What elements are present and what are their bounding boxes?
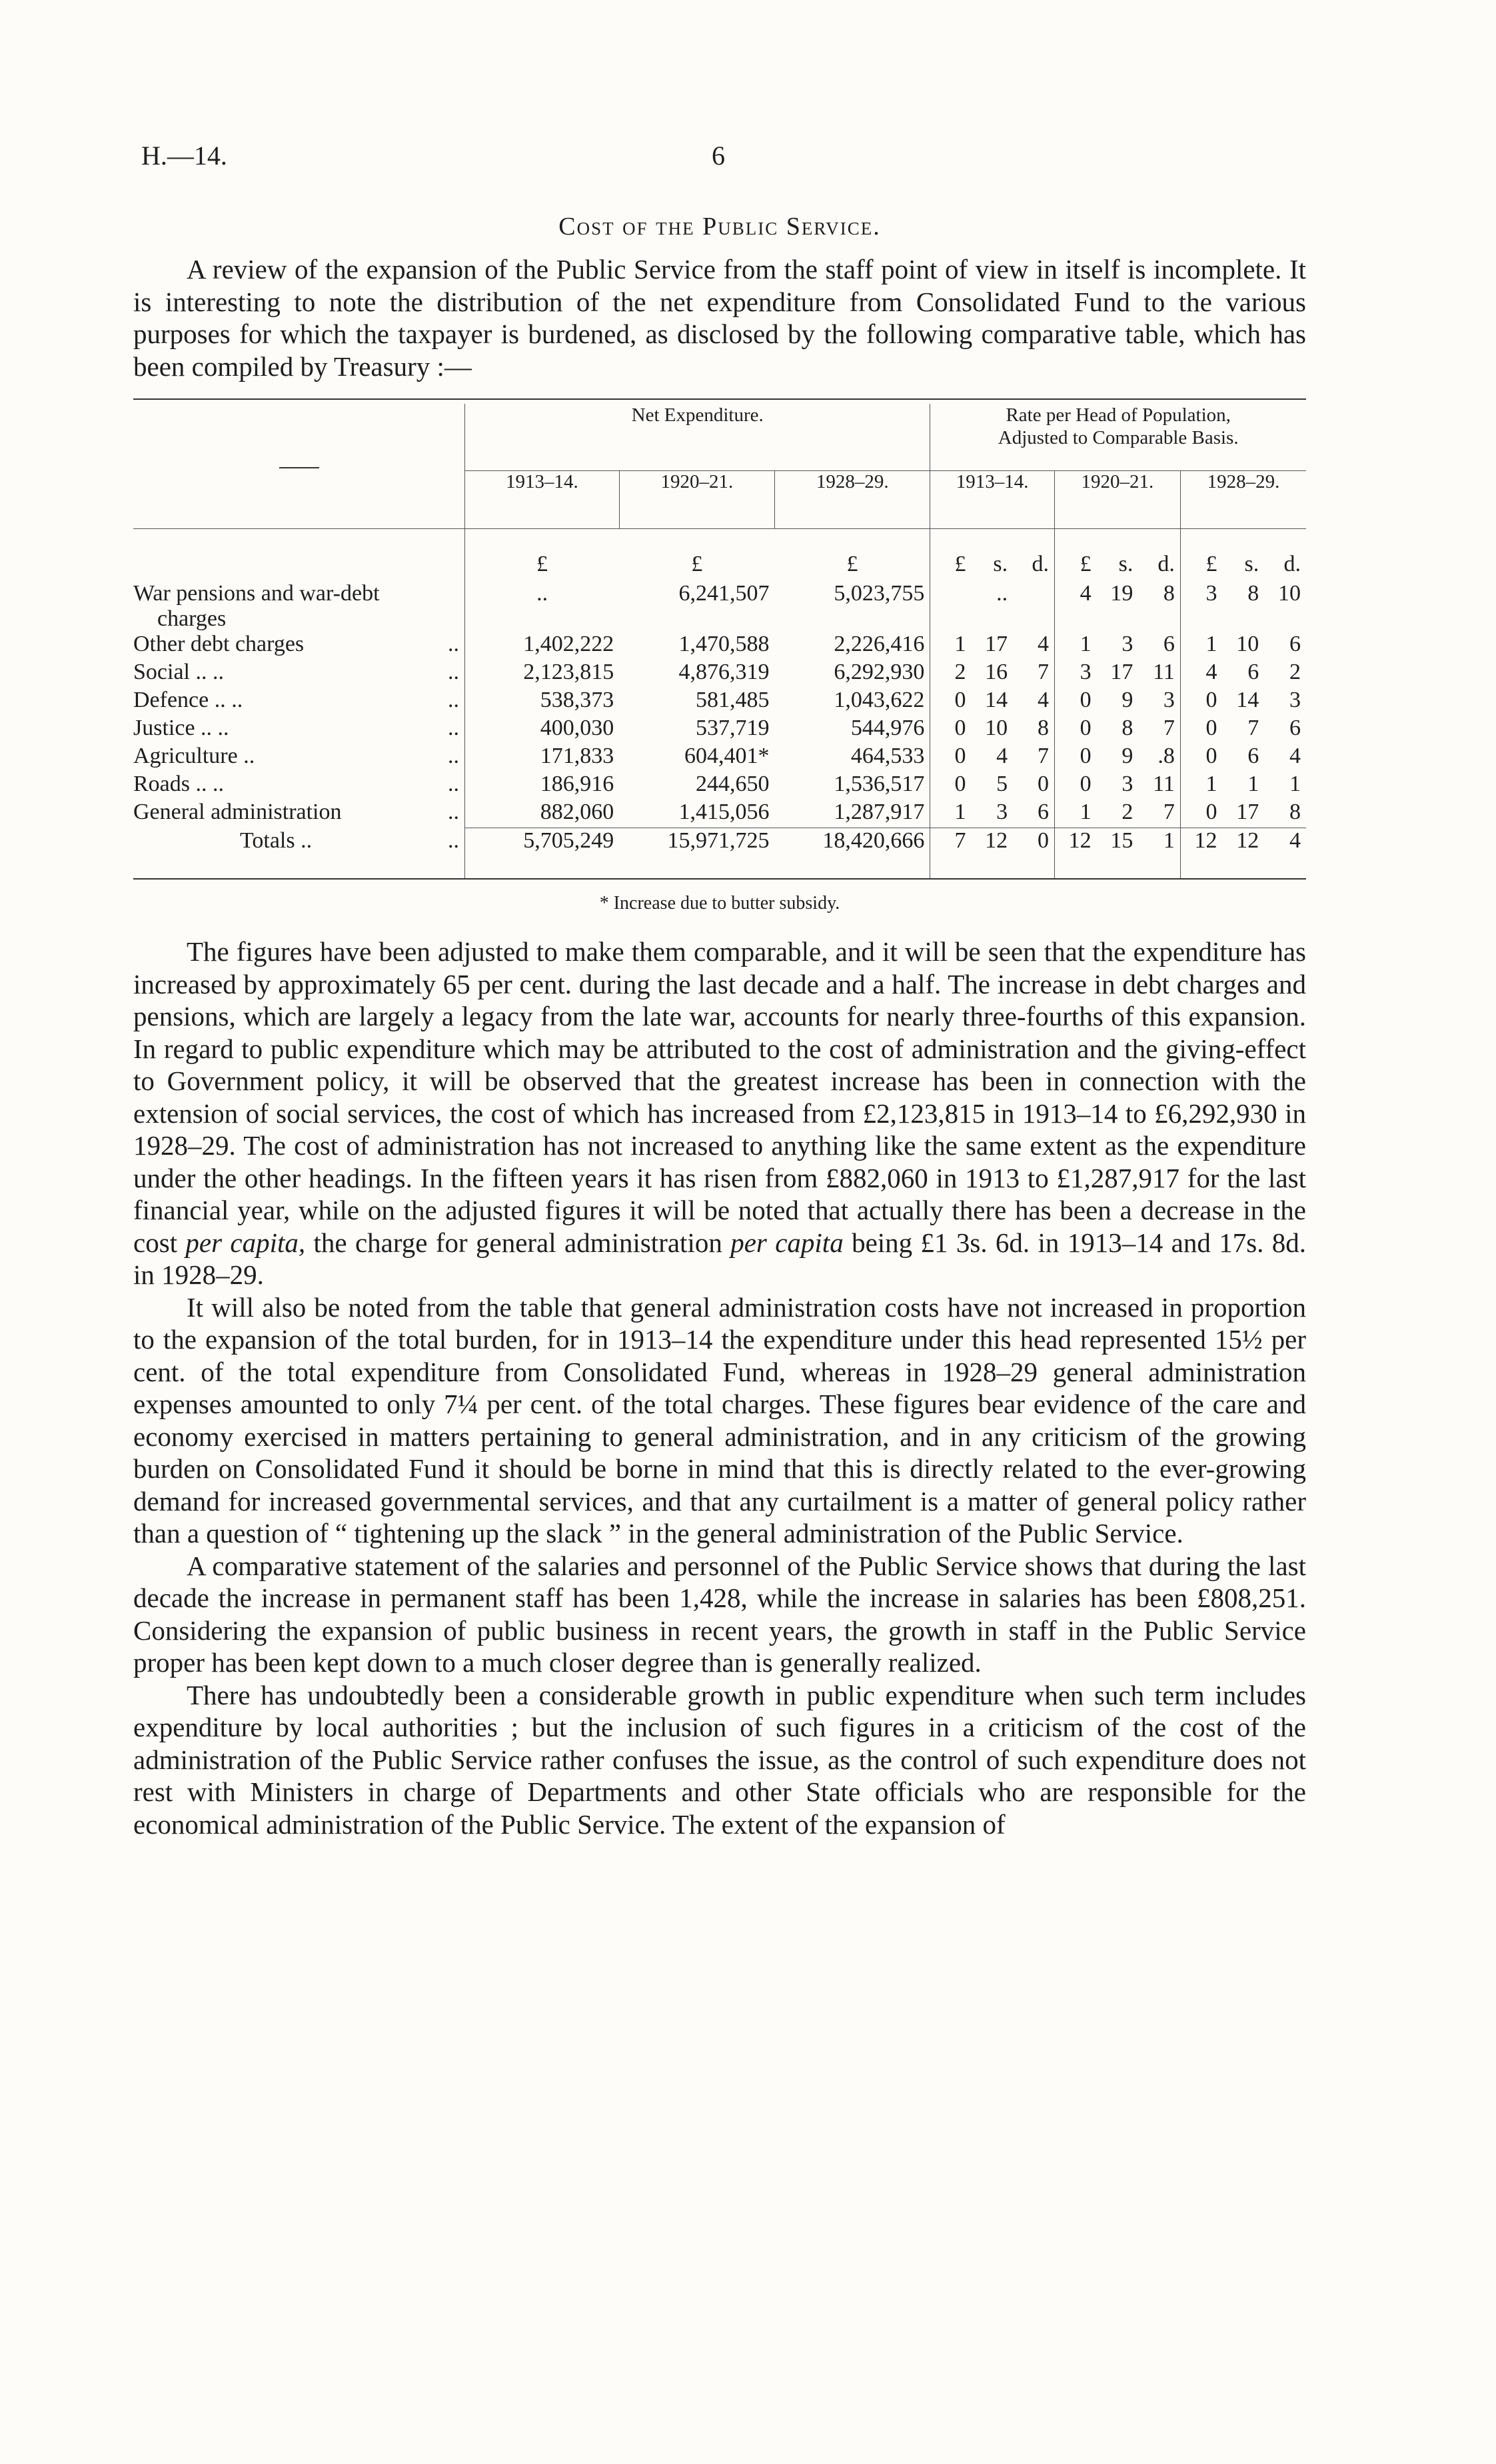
cell-net-1913: 171,833 [465,744,620,772]
cell-net-1928: 1,287,917 [834,800,925,824]
cell-rate-1928-d: 1 [1289,772,1301,796]
cell-rate-1920-s: 19 [1110,581,1133,606]
cell-rate-1913-l: 0 [930,716,972,744]
cell-rate-1913-d: 7 [1037,660,1049,684]
cell-rate-1913-l: 0 [930,772,972,800]
cell-rate-1920-s: 9 [1122,744,1133,768]
cell-net-1913: 186,916 [465,772,620,800]
total-rate-1928-d: 4 [1264,828,1306,868]
cell-rate-1920-l: 0 [1054,744,1096,772]
cell-rate-1913-s: 16 [985,660,1008,684]
cell-rate-1913-s: 17 [985,632,1008,656]
cell-rate-1920-d: 11 [1153,660,1175,684]
cell-net-1928: 544,976 [850,716,925,740]
cell-rate-1920-d: 7 [1163,800,1175,824]
row-leader-dots: .. [448,828,460,853]
cell-rate-1913-s: 5 [996,772,1008,796]
row-leader-dots: .. [448,716,460,740]
cell-rate-1913-l: 0 [930,688,972,716]
row-label: Roads .. .. [133,772,224,796]
unit-pound: £ [691,552,703,576]
year-header: 1913–14. [930,471,1055,529]
document-reference: H.—14. [141,141,227,171]
table-row [133,581,1306,632]
total-net-1913: 5,705,249 [465,828,620,868]
cell-rate-1928-d: 4 [1289,744,1301,768]
cell-net-1913: 882,060 [465,800,620,828]
totals-row [133,828,1306,868]
total-rate-1928-s: 12 [1223,828,1265,868]
year-header: 1928–29. [775,471,930,529]
intro-paragraph: A review of the expansion of the Public Service from the staff point of view in itself is incomplete. It is interesting to note the distribution of the net expenditure from Consolidated Fund to the various purposes for which the taxpayer is burdened, as disclosed by the following comparative table, which has been compiled by Treasury :— [133,254,1306,382]
document-page [133,140,1306,1840]
body-text [133,935,1306,1840]
cell-rate-1913-d: 4 [1037,688,1049,712]
total-rate-1913-d: 0 [1013,828,1054,868]
cell-rate-1920-s: 9 [1122,688,1133,712]
total-rate-1913-l: 7 [930,828,972,868]
total-rate-1920-l: 12 [1054,828,1096,868]
unit-pound: £ [465,552,620,581]
table-row [133,716,1306,744]
unit-d: d. [1157,552,1175,576]
total-rate-1913-s: 12 [971,828,1013,868]
row-label: Social .. .. [133,660,224,684]
paragraph: There has undoubtedly been a considerable growth in public expenditure when such term includes expenditure by local authorities ; but the inclusion of such figures in a criticism of the cost of the administration of the Public Service rather confuses the issue, as the control of such expenditure does not rest with Ministers in charge of Departments and other State officials who are responsible for the economical administration of the Public Service. The extent of the expansion of [133,1679,1306,1840]
cell-rate-1920-s: 3 [1122,632,1133,656]
cell-net-1928: 2,226,416 [834,632,925,656]
table-row [133,772,1306,800]
cell-net-1920: 6,241,507 [678,581,770,606]
cell-rate-1920-l: 0 [1054,716,1096,744]
cell-rate-1928-s: 6 [1247,744,1259,768]
cell-rate-1928-l: 4 [1180,660,1222,688]
cell-net-1920: 537,719 [696,716,770,740]
rate-per-head-header [930,404,1306,471]
cell-rate-1920-l: 1 [1054,632,1096,660]
cell-net-1920: 1,415,056 [678,800,770,824]
table-row [133,800,1306,828]
row-leader-dots: .. [448,772,460,796]
row-leader-dots: .. [448,744,460,768]
cell-net-1920: 1,470,588 [678,632,770,656]
cell-rate-1913-d: 4 [1037,632,1049,656]
cell-rate-1928-s: 6 [1247,660,1259,684]
unit-s: s. [993,552,1008,576]
table-row [133,660,1306,688]
page-header [133,140,1306,193]
cell-rate-1913-s: 4 [996,744,1008,768]
cell-rate-1928-d: 2 [1289,660,1301,684]
cell-net-1928: 464,533 [850,744,925,768]
cell-rate-1920-l: 3 [1054,660,1096,688]
cell-rate-1913-l: 2 [930,660,972,688]
cell-rate-1928-s: 7 [1247,716,1259,740]
cell-net-1913: 2,123,815 [465,660,620,688]
cell-rate-1913-d: 8 [1037,716,1049,740]
table-row [133,688,1306,716]
unit-pound: £ [930,552,972,581]
cell-rate-1928-l: 1 [1180,772,1222,800]
row-label: Defence .. .. [133,688,243,712]
cell-rate-1928-d: 10 [1278,581,1301,606]
cell-rate-1913-d [1013,581,1054,632]
row-label [133,581,465,632]
cell-net-1913: .. [465,581,620,632]
unit-pound: £ [1180,552,1222,581]
total-rate-1920-s: 15 [1097,828,1139,868]
cell-rate-1920-d: 11 [1153,772,1175,796]
cell-rate-1920-d: 8 [1163,581,1175,606]
unit-d: d. [1032,552,1049,576]
cell-rate-1928-d: 8 [1289,800,1301,824]
cell-net-1920: 4,876,319 [678,660,770,684]
cell-rate-1920-d: 6 [1163,632,1175,656]
cell-rate-1928-s: 8 [1247,581,1259,606]
cell-rate-1913-s: 3 [996,800,1008,824]
expenditure-table [133,398,1306,884]
unit-s: s. [1118,552,1133,576]
row-label-continuation: charges [157,606,227,631]
year-header: 1913–14. [465,471,620,529]
italic-text: per capita, [185,1227,306,1258]
row-label: Justice .. .. [133,716,229,740]
cell-rate-1928-s: 17 [1236,800,1259,824]
paragraph [133,935,1306,1291]
cell-rate-1920-d: .8 [1157,744,1175,768]
row-leader-dots: .. [448,660,460,684]
paragraph-text: The figures have been adjusted to make them comparable, and it will be seen that the expenditure has increased by approximately 65 per cent. during the last decade and a half. The increase in debt charges and pensions, which are largely a legacy from the late war, accounts for nearly three-fourths of this expansion. In regard to public expenditure which may be attributed to the cost of administration and the giving-effect to Government policy, it will be observed that the greatest increase has been in connection with the extension of social services, the cost of which has increased from £2,123,815 in 1913–14 to £6,292,930 in 1928–29. The cost of administration has not increased to anything like the same extent as the expenditure under the other headings. In the fifteen years it has risen from £882,060 in 1913 to £1,287,917 for the last financial year, while on the adjusted figures it will be noted that actually there has been a decrease in the cost [133,936,1306,1258]
cell-net-1920: 604,401* [684,744,770,768]
cell-net-1920: 581,485 [696,688,770,712]
cell-rate-1920-l: 4 [1054,581,1096,632]
paragraph: It will also be noted from the table that general administration costs have not increased in proportion to the expansion of the total burden, for in 1913–14 the expenditure under this head represented 15½ per cent. of the total expenditure from Consolidated Fund, whereas in 1928–29 general administration expenses amounted to only 7¼ per cent. of the total charges. These figures bear evidence of the care and economy exercised in matters pertaining to general administration, and in any criticism of the growing burden on Consolidated Fund it should be borne in mind that this is directly related to the ever-growing demand for increased governmental services, and that any curtailment is a matter of general policy rather than a question of “ tightening up the slack ” in the general administration of the Public Service. [133,1291,1306,1548]
cell-rate-1928-s: 1 [1247,772,1259,796]
stub-header [133,404,465,529]
row-label: General administration [133,800,342,824]
cell-rate-1928-s: 14 [1236,688,1259,712]
cell-rate-1928-s: 10 [1236,632,1259,656]
italic-text: per capita [730,1227,844,1258]
unit-pound: £ [1054,552,1096,581]
unit-pound: £ [846,552,858,576]
table-footnote: * Increase due to butter subsidy. [599,893,840,914]
cell-rate-1920-s: 3 [1122,772,1133,796]
cell-rate-1928-l: 0 [1180,800,1222,828]
rate-header-line2: Adjusted to Comparable Basis. [998,427,1239,448]
row-leader-dots: .. [448,632,460,656]
cell-rate-1913-l: 1 [930,800,972,828]
rate-header-line1: Rate per Head of Population, [1006,404,1231,426]
total-rate-1920-d: 1 [1138,828,1180,868]
cell-rate-1920-s: 17 [1110,660,1133,684]
cell-net-1928: 1,043,622 [834,688,925,712]
unit-s: s. [1244,552,1259,576]
year-header: 1920–21. [619,471,774,529]
cell-rate-1913-s: 10 [985,716,1008,740]
cell-rate-1920-s: 8 [1122,716,1133,740]
cell-net-1928: 5,023,755 [834,581,925,606]
unit-d: d. [1283,552,1301,576]
table-row [133,744,1306,772]
row-leader-dots: .. [448,688,460,712]
cell-rate-1920-l: 1 [1054,800,1096,828]
cell-rate-1913-l: 1 [930,632,972,660]
cell-rate-1920-l: 0 [1054,688,1096,716]
cell-net-1913: 538,373 [465,688,620,716]
paragraph: A comparative statement of the salaries and personnel of the Public Service shows that during the last decade the increase in permanent staff has been 1,428, while the increase in salaries has been £808,251. Considering the expansion of public business in recent years, the growth in staff in the Public Service proper has been kept down to a much closer degree than is generally realized. [133,1550,1306,1678]
total-net-1928: 18,420,666 [775,828,930,868]
paragraph-text: being £1 3s. 6d. in 1913–14 and 17s. 8d. in 1928–29. [133,1227,1307,1290]
cell-rate-1928-d: 6 [1289,716,1301,740]
cell-rate-1928-d: 3 [1289,688,1301,712]
row-label: Other debt charges [133,632,305,656]
total-rate-1928-l: 12 [1180,828,1222,868]
cell-rate-1913-d: 0 [1037,772,1049,796]
cell-rate-1920-d: 3 [1163,688,1175,712]
cell-rate-1928-l: 0 [1180,688,1222,716]
cell-rate-1913-l [930,581,972,632]
cell-rate-1928-l: 1 [1180,632,1222,660]
cell-rate-1913-d: 6 [1037,800,1049,824]
cell-net-1913: 1,402,222 [465,632,620,660]
cell-rate-1913-s: 14 [985,688,1008,712]
table-row [133,632,1306,660]
cell-rate-1928-l: 0 [1180,716,1222,744]
cell-rate-1913-l: 0 [930,744,972,772]
year-header: 1920–21. [1054,471,1180,529]
stub-dash [279,467,319,468]
cell-rate-1913-d: 7 [1037,744,1049,768]
row-label-text: War pensions and war-debt [133,581,380,606]
cell-rate-1928-l: 3 [1180,581,1222,632]
cell-rate-1928-l: 0 [1180,744,1222,772]
cell-rate-1920-d: 7 [1163,716,1175,740]
row-leader-dots: .. [448,800,460,824]
cell-net-1928: 6,292,930 [834,660,925,684]
cell-rate-1920-s: 2 [1122,800,1133,824]
cell-net-1913: 400,030 [465,716,620,744]
cell-rate-1928-d: 6 [1289,632,1301,656]
year-header: 1928–29. [1180,471,1306,529]
cell-rate-1920-l: 0 [1054,772,1096,800]
row-label: Agriculture .. [133,744,255,768]
page-number: 6 [712,141,725,171]
paragraph-text: the charge for general administration [313,1227,722,1258]
totals-label: Totals .. [240,828,313,853]
cell-net-1928: 1,536,517 [834,772,925,796]
cell-rate-1913-s: .. [996,581,1008,606]
total-net-1920: 15,971,725 [619,828,774,868]
section-title: Cost of the Public Service. [558,213,881,241]
net-expenditure-header: Net Expenditure. [465,404,930,471]
cell-net-1920: 244,650 [696,772,770,796]
